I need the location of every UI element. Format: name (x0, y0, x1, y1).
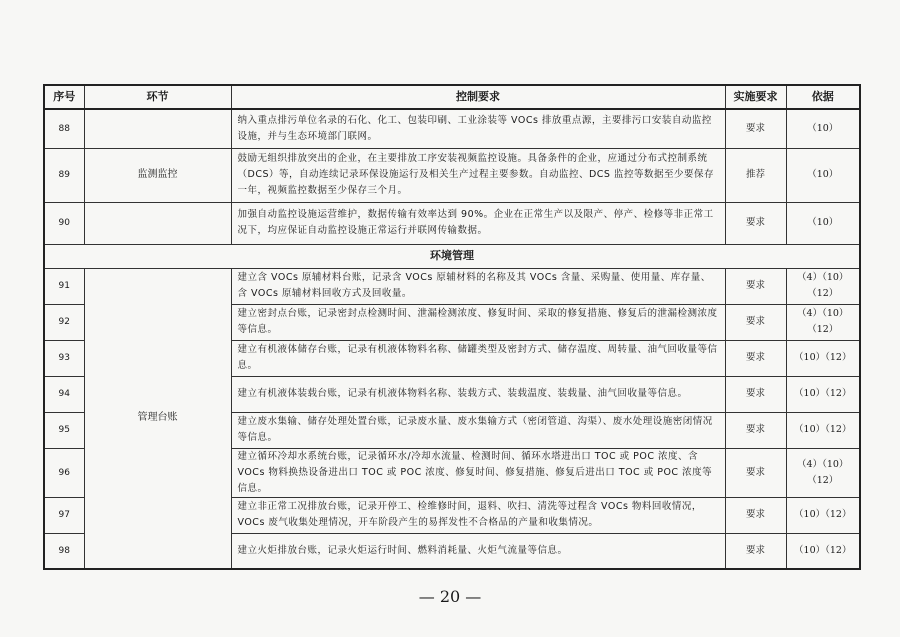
row-content: 建立有机液体装载台账，记录有机液体物料名称、装载方式、装载温度、装载量、油气回收量等信息。 (231, 376, 725, 412)
row-content: 纳入重点排污单位名录的石化、化工、包装印刷、工业涂装等 VOCs 排放重点源，主要排污口安装自动监控设施，并与生态环境部门联网。 (231, 109, 725, 148)
row-number: 88 (44, 109, 84, 148)
row-content: 建立火炬排放台账，记录火炬运行时间、燃料消耗量、火炬气流量等信息。 (231, 533, 725, 569)
row-requirement: 要求 (725, 412, 786, 448)
row-requirement: 要求 (725, 497, 786, 533)
row-number: 96 (44, 448, 84, 497)
table-row (44, 202, 860, 244)
row-number: 93 (44, 340, 84, 376)
row-number: 95 (44, 412, 84, 448)
row-number: 91 (44, 268, 84, 304)
page-number: — 20 — (418, 587, 482, 606)
row-number: 92 (44, 304, 84, 340)
row-number: 94 (44, 376, 84, 412)
row-number: 89 (44, 148, 84, 202)
row-requirement: 推荐 (725, 148, 786, 202)
row-basis: （4）（10）（12） (786, 304, 860, 340)
row-number: 97 (44, 497, 84, 533)
row-basis: （4）（10）（12） (786, 268, 860, 304)
row-number: 98 (44, 533, 84, 569)
row-requirement: 要求 (725, 340, 786, 376)
header-basis: 依据 (786, 85, 860, 109)
row-content: 建立密封点台账，记录密封点检测时间、泄漏检测浓度、修复时间、采取的修复措施、修复后的泄漏检测浓度等信息。 (231, 304, 725, 340)
row-basis: （10） (786, 148, 860, 202)
row-requirement: 要求 (725, 268, 786, 304)
row-basis: （4）（10）（12） (786, 448, 860, 497)
row-requirement: 要求 (725, 533, 786, 569)
section-row (44, 244, 860, 268)
row-basis: （10）（12） (786, 533, 860, 569)
header-control: 控制要求 (231, 85, 725, 109)
stage-cell-ledger: 管理台账 (84, 268, 231, 569)
row-basis: （10） (786, 109, 860, 148)
row-basis: （10）（12） (786, 376, 860, 412)
header-seq: 序号 (44, 85, 84, 109)
table-row (44, 148, 860, 202)
row-content: 建立含 VOCs 原辅材料台账，记录含 VOCs 原辅材料的名称及其 VOCs 含量、采购量、使用量、库存量、含 VOCs 原辅材料回收方式及回收量。 (231, 268, 725, 304)
row-basis: （10） (786, 202, 860, 244)
table-header-row (44, 85, 860, 109)
requirements-table (43, 84, 861, 570)
row-number: 90 (44, 202, 84, 244)
row-requirement: 要求 (725, 448, 786, 497)
row-requirement: 要求 (725, 376, 786, 412)
table-row (44, 109, 860, 148)
row-content: 加强自动监控设施运营维护，数据传输有效率达到 90%。企业在正常生产以及限产、停产、检修等非正常工况下，均应保证自动监控设施正常运行并联网传输数据。 (231, 202, 725, 244)
row-content: 建立废水集输、储存处理处置台账，记录废水量、废水集输方式（密闭管道、沟渠）、废水处理设施密闭情况等信息。 (231, 412, 725, 448)
row-requirement: 要求 (725, 109, 786, 148)
row-content: 鼓励无组织排放突出的企业，在主要排放工序安装视频监控设施。具备条件的企业，应通过分布式控制系统（DCS）等，自动连续记录环保设施运行及相关生产过程主要参数。自动监控、DCS 监控等数据至少要保存一年，视频监控数据至少保存三个月。 (231, 148, 725, 202)
stage-cell-blank (84, 202, 231, 244)
row-content: 建立有机液体储存台账，记录有机液体物料名称、储罐类型及密封方式、储存温度、周转量、油气回收量等信息。 (231, 340, 725, 376)
row-basis: （10）（12） (786, 497, 860, 533)
row-basis: （10）（12） (786, 340, 860, 376)
row-content: 建立非正常工况排放台账，记录开停工、检维修时间，退料、吹扫、清洗等过程含 VOCs 物料回收情况，VOCs 废气收集处理情况，开车阶段产生的易挥发性不合格品的产量和收集情况。 (231, 497, 725, 533)
stage-cell-monitoring: 监测监控 (84, 148, 231, 202)
stage-cell-blank (84, 109, 231, 148)
row-content: 建立循环冷却水系统台账，记录循环水/冷却水流量、检测时间、循环水塔进出口 TOC 或 POC 浓度、含 VOCs 物料换热设备进出口 TOC 或 POC 浓度、修复时间、修复措施、修复后进出口 TOC 或 POC 浓度等信息。 (231, 448, 725, 497)
row-requirement: 要求 (725, 202, 786, 244)
row-requirement: 要求 (725, 304, 786, 340)
section-title: 环境管理 (44, 244, 860, 268)
header-stage: 环节 (84, 85, 231, 109)
header-impl: 实施要求 (725, 85, 786, 109)
table-row (44, 268, 860, 304)
row-basis: （10）（12） (786, 412, 860, 448)
